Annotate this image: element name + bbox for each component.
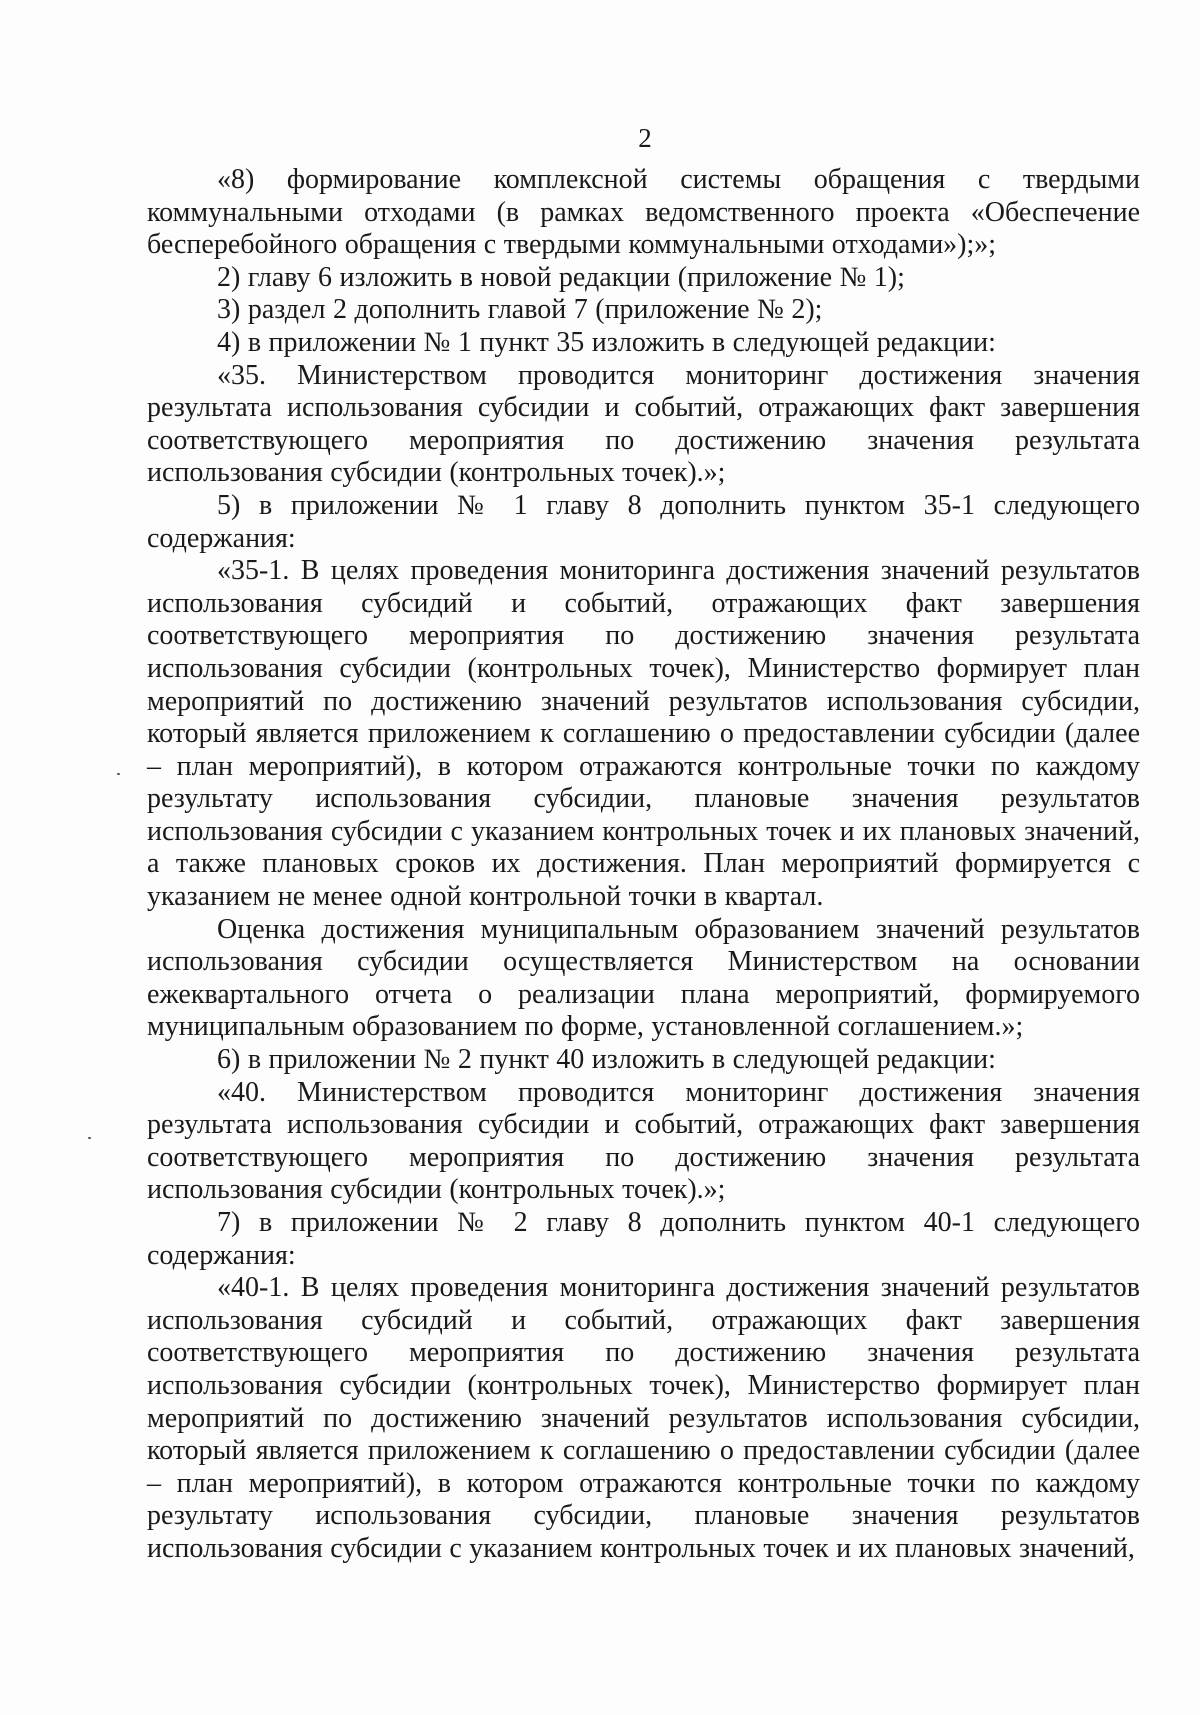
paragraph-clause-40: «40. Министерством проводится мониторинг достижения значения результата использования субсидии и событий, отражающих факт завершения соответствующего мероприятия по достижению значения результата использования субсидии (контрольных точек).»; <box>147 1076 1140 1206</box>
paragraph-amendment-3: 3) раздел 2 дополнить главой 7 (приложение № 2); <box>217 294 823 326</box>
paragraph-clause-40-1: «40-1. В целях проведения мониторинга достижения значений результатов использования субсидий и событий, отражающих факт завершения соответствующего мероприятия по достижению значения результата использования субсидии (контрольных точек), Министерство формирует план мероприятий по достижению значений результатов использования субсидии, который является приложением к соглашению о предоставлении субсидии (далее – план мероприятий), в котором отражаются контрольные точки по каждому результату использования субсидии, плановые значения результатов использования субсидии с указанием контрольных точек и их плановых значений, <box>147 1272 1140 1564</box>
page-number: 2 <box>638 123 652 153</box>
paragraph-amendment-4: 4) в приложении № 1 пункт 35 изложить в следующей редакции: <box>217 326 996 358</box>
paragraph-amendment-6: 6) в приложении № 2 пункт 40 изложить в следующей редакции: <box>217 1044 996 1076</box>
paragraph-clause-35: «35. Министерством проводится мониторинг достижения значения результата использования субсидии и событий, отражающих факт завершения соответствующего мероприятия по достижению значения результата использования субсидии (контрольных точек).»; <box>147 359 1140 489</box>
paragraph-amendment-2: 2) главу 6 изложить в новой редакции (приложение № 1); <box>217 261 905 293</box>
scan-speck <box>117 773 120 775</box>
document-body <box>147 164 1140 1566</box>
paragraph-amendment-5: 5) в приложении № 1 главу 8 дополнить пунктом 35-1 следующего содержания: <box>147 489 1140 554</box>
scan-speck <box>88 1137 91 1139</box>
paragraph-clause-35-1: «35-1. В целях проведения мониторинга достижения значений результатов использования субсидий и событий, отражающих факт завершения соответствующего мероприятия по достижению значения результата использования субсидии (контрольных точек), Министерство формирует план мероприятий по достижению значений результатов использования субсидии, который является приложением к соглашению о предоставлении субсидии (далее – план мероприятий), в котором отражаются контрольные точки по каждому результату использования субсидии, плановые значения результатов использования субсидии с указанием контрольных точек и их плановых значений, а также плановых сроков их достижения. План мероприятий формируется с указанием не менее одной контрольной точки в квартал. <box>147 555 1140 913</box>
paragraph-amendment-7: 7) в приложении № 2 главу 8 дополнить пунктом 40-1 следующего содержания: <box>147 1207 1140 1271</box>
paragraph-assessment: Оценка достижения муниципальным образованием значений результатов использования субсидии осуществляется Министерством на основании ежеквартального отчета о реализации плана мероприятий, формируемого муниципальным образованием по форме, установленной соглашением.»; <box>147 913 1140 1043</box>
paragraph-item-8: «8) формирование комплексной системы обращения с твердыми коммунальными отходами (в рамках ведомственного проекта «Обеспечение бесперебойного обращения с твердыми коммунальными отходами»);»; <box>147 164 1140 261</box>
